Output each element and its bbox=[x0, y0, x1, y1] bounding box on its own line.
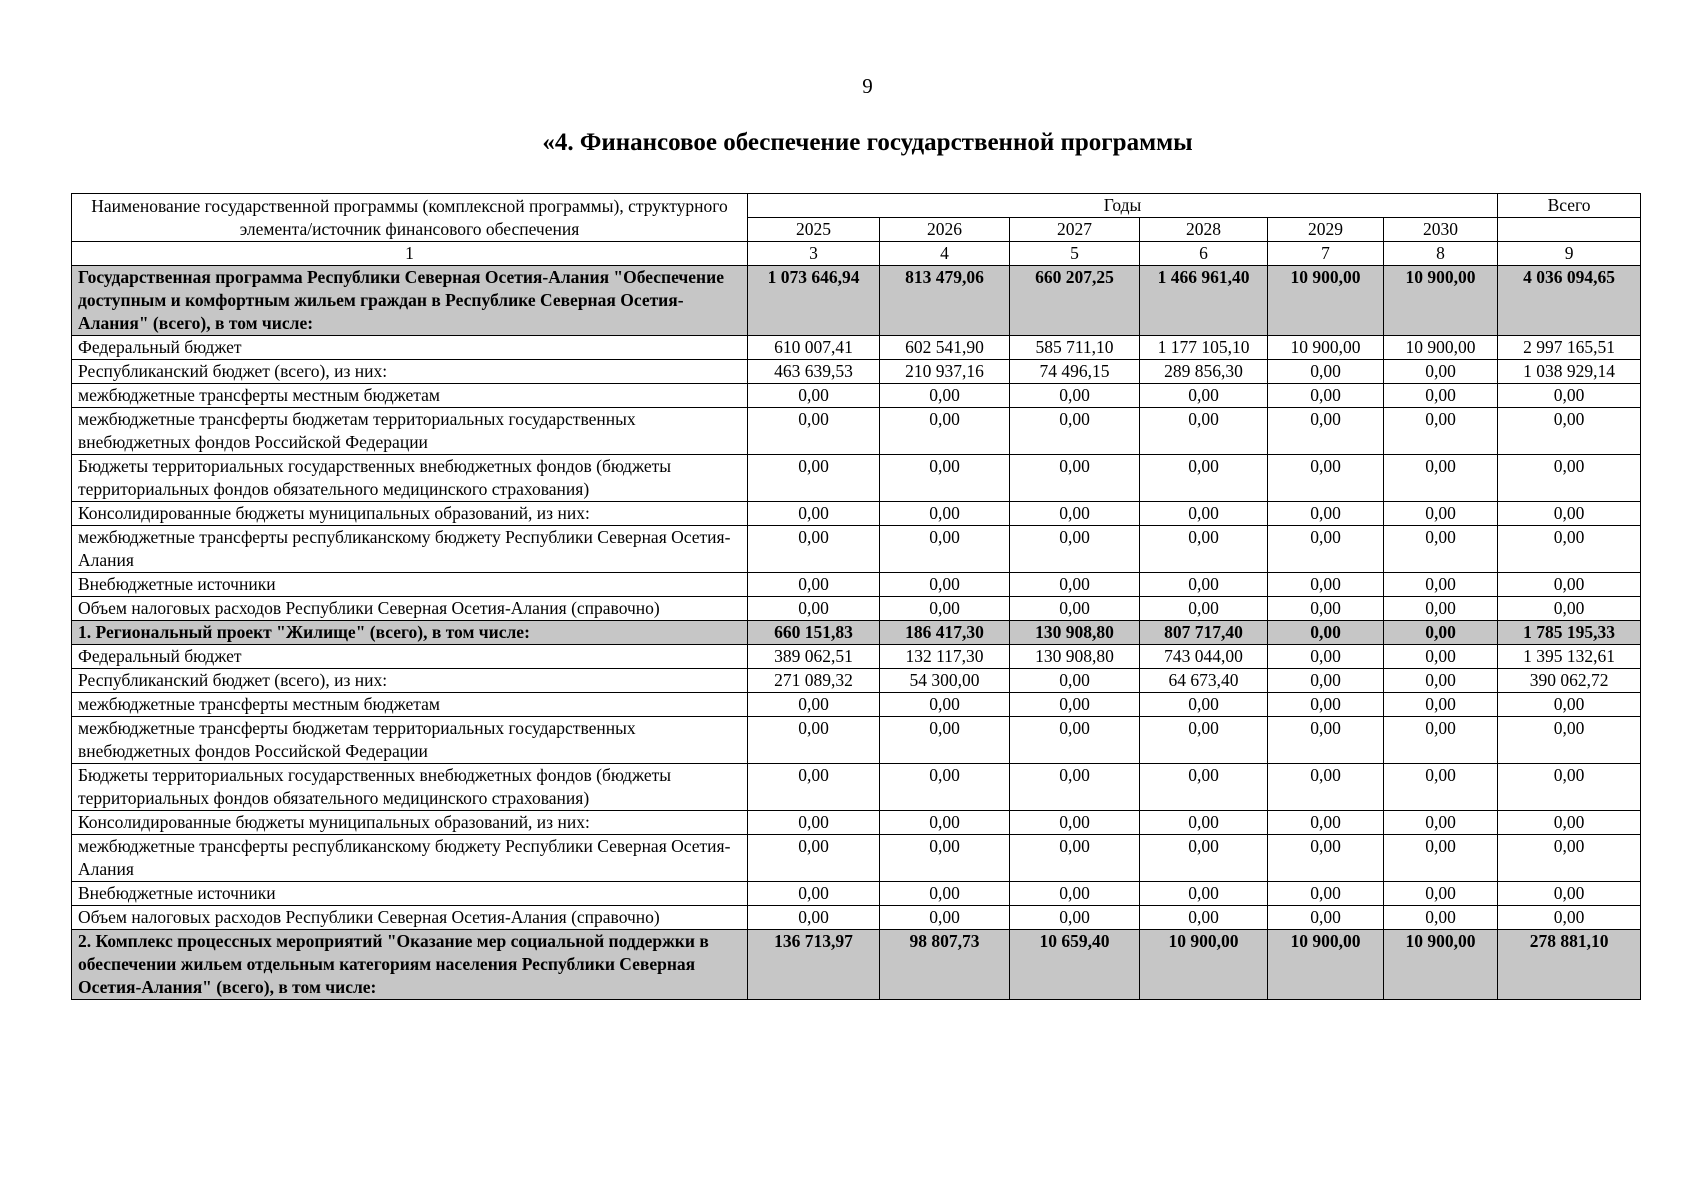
row-value: 0,00 bbox=[1498, 384, 1641, 408]
row-value: 0,00 bbox=[748, 811, 880, 835]
header-year: 2025 bbox=[748, 218, 880, 242]
row-value: 0,00 bbox=[1010, 669, 1140, 693]
row-value: 0,00 bbox=[1384, 408, 1498, 455]
row-value: 0,00 bbox=[1010, 573, 1140, 597]
row-value: 0,00 bbox=[1010, 882, 1140, 906]
row-value: 0,00 bbox=[1268, 693, 1384, 717]
column-index: 7 bbox=[1268, 242, 1384, 266]
row-value: 4 036 094,65 bbox=[1498, 266, 1641, 336]
row-value: 0,00 bbox=[1384, 764, 1498, 811]
table-row bbox=[72, 906, 1641, 930]
row-name: межбюджетные трансферты бюджетам территориальных государственных внебюджетных фондов Российской Федерации bbox=[72, 408, 748, 455]
row-value: 0,00 bbox=[748, 906, 880, 930]
row-value: 0,00 bbox=[1384, 384, 1498, 408]
row-name: Консолидированные бюджеты муниципальных образований, из них: bbox=[72, 811, 748, 835]
row-value: 130 908,80 bbox=[1010, 645, 1140, 669]
row-value: 0,00 bbox=[1498, 502, 1641, 526]
row-value: 0,00 bbox=[1268, 360, 1384, 384]
row-value: 0,00 bbox=[1010, 455, 1140, 502]
row-value: 0,00 bbox=[1498, 408, 1641, 455]
row-value: 0,00 bbox=[1498, 882, 1641, 906]
row-value: 1 073 646,94 bbox=[748, 266, 880, 336]
row-value: 0,00 bbox=[1498, 764, 1641, 811]
header-year: 2027 bbox=[1010, 218, 1140, 242]
row-value: 0,00 bbox=[1498, 717, 1641, 764]
row-value: 0,00 bbox=[1140, 408, 1268, 455]
row-value: 10 900,00 bbox=[1384, 336, 1498, 360]
page-number: 9 bbox=[862, 74, 873, 98]
row-value: 0,00 bbox=[1268, 408, 1384, 455]
row-value: 390 062,72 bbox=[1498, 669, 1641, 693]
table-row bbox=[72, 336, 1641, 360]
row-value: 0,00 bbox=[1010, 384, 1140, 408]
row-value: 0,00 bbox=[1268, 764, 1384, 811]
row-value: 0,00 bbox=[1384, 835, 1498, 882]
row-value: 0,00 bbox=[1498, 835, 1641, 882]
row-name: Федеральный бюджет bbox=[72, 336, 748, 360]
row-value: 0,00 bbox=[1268, 597, 1384, 621]
row-value: 0,00 bbox=[1384, 573, 1498, 597]
row-value: 271 089,32 bbox=[748, 669, 880, 693]
row-value: 130 908,80 bbox=[1010, 621, 1140, 645]
row-value: 0,00 bbox=[748, 764, 880, 811]
section-title: «4. Финансовое обеспечение государственной программы bbox=[542, 129, 1193, 156]
column-index: 8 bbox=[1384, 242, 1498, 266]
row-value: 0,00 bbox=[880, 408, 1010, 455]
table-row bbox=[72, 526, 1641, 573]
row-value: 0,00 bbox=[1140, 764, 1268, 811]
row-value: 0,00 bbox=[1384, 621, 1498, 645]
row-name: межбюджетные трансферты республиканскому бюджету Республики Северная Осетия-Алания bbox=[72, 835, 748, 882]
row-value: 0,00 bbox=[880, 811, 1010, 835]
row-value: 0,00 bbox=[1384, 502, 1498, 526]
row-name: межбюджетные трансферты бюджетам территориальных государственных внебюджетных фондов Российской Федерации bbox=[72, 717, 748, 764]
header-year: 2028 bbox=[1140, 218, 1268, 242]
row-value: 0,00 bbox=[1268, 526, 1384, 573]
row-value: 1 466 961,40 bbox=[1140, 266, 1268, 336]
row-value: 0,00 bbox=[1140, 573, 1268, 597]
row-value: 0,00 bbox=[1384, 882, 1498, 906]
table-row bbox=[72, 408, 1641, 455]
row-value: 0,00 bbox=[1498, 597, 1641, 621]
row-value: 0,00 bbox=[1268, 882, 1384, 906]
row-name: Внебюджетные источники bbox=[72, 882, 748, 906]
column-index: 4 bbox=[880, 242, 1010, 266]
row-value: 0,00 bbox=[1384, 597, 1498, 621]
row-value: 0,00 bbox=[1268, 384, 1384, 408]
row-value: 0,00 bbox=[1498, 693, 1641, 717]
column-index: 3 bbox=[748, 242, 880, 266]
row-value: 0,00 bbox=[1010, 811, 1140, 835]
row-value: 0,00 bbox=[1010, 526, 1140, 573]
row-value: 0,00 bbox=[1010, 835, 1140, 882]
row-value: 2 997 165,51 bbox=[1498, 336, 1641, 360]
header-years: Годы bbox=[748, 194, 1498, 218]
row-value: 0,00 bbox=[1140, 717, 1268, 764]
table-row bbox=[72, 811, 1641, 835]
row-name: Бюджеты территориальных государственных внебюджетных фондов (бюджеты территориальных фондов обязательного медицинского страхования) bbox=[72, 764, 748, 811]
row-value: 0,00 bbox=[1268, 669, 1384, 693]
row-value: 602 541,90 bbox=[880, 336, 1010, 360]
row-value: 0,00 bbox=[880, 717, 1010, 764]
row-value: 0,00 bbox=[1140, 811, 1268, 835]
row-value: 0,00 bbox=[1498, 526, 1641, 573]
row-value: 610 007,41 bbox=[748, 336, 880, 360]
table-row bbox=[72, 266, 1641, 336]
row-value: 1 038 929,14 bbox=[1498, 360, 1641, 384]
row-name: межбюджетные трансферты местным бюджетам bbox=[72, 384, 748, 408]
header-year: 2026 bbox=[880, 218, 1010, 242]
row-name: Внебюджетные источники bbox=[72, 573, 748, 597]
row-name: Федеральный бюджет bbox=[72, 645, 748, 669]
header-total: Всего bbox=[1498, 194, 1641, 218]
row-value: 0,00 bbox=[880, 526, 1010, 573]
row-value: 1 395 132,61 bbox=[1498, 645, 1641, 669]
row-value: 10 659,40 bbox=[1010, 930, 1140, 1000]
row-value: 0,00 bbox=[748, 693, 880, 717]
row-value: 389 062,51 bbox=[748, 645, 880, 669]
row-value: 0,00 bbox=[1140, 835, 1268, 882]
row-value: 660 151,83 bbox=[748, 621, 880, 645]
table-row bbox=[72, 621, 1641, 645]
row-value: 0,00 bbox=[1140, 384, 1268, 408]
table-body bbox=[72, 266, 1641, 1000]
row-value: 0,00 bbox=[1498, 455, 1641, 502]
row-value: 0,00 bbox=[880, 693, 1010, 717]
row-value: 0,00 bbox=[880, 764, 1010, 811]
row-value: 0,00 bbox=[880, 573, 1010, 597]
row-value: 0,00 bbox=[1384, 669, 1498, 693]
row-value: 132 117,30 bbox=[880, 645, 1010, 669]
row-name: 2. Комплекс процессных мероприятий "Оказание мер социальной поддержки в обеспечении жильем отдельным категориям населения Республики Северная Осетия-Алания" (всего), в том числе: bbox=[72, 930, 748, 1000]
table-row bbox=[72, 502, 1641, 526]
header-name: Наименование государственной программы (комплексной программы), структурного элемента/источник финансового обеспечения bbox=[72, 194, 748, 242]
row-value: 0,00 bbox=[748, 384, 880, 408]
row-value: 0,00 bbox=[1010, 408, 1140, 455]
row-value: 10 900,00 bbox=[1384, 266, 1498, 336]
row-value: 0,00 bbox=[1010, 764, 1140, 811]
row-value: 10 900,00 bbox=[1384, 930, 1498, 1000]
row-value: 0,00 bbox=[880, 597, 1010, 621]
row-value: 0,00 bbox=[880, 835, 1010, 882]
row-value: 0,00 bbox=[1498, 906, 1641, 930]
table-row bbox=[72, 882, 1641, 906]
row-value: 0,00 bbox=[748, 717, 880, 764]
row-value: 0,00 bbox=[1140, 502, 1268, 526]
row-name: Консолидированные бюджеты муниципальных образований, из них: bbox=[72, 502, 748, 526]
row-value: 660 207,25 bbox=[1010, 266, 1140, 336]
row-value: 0,00 bbox=[1140, 882, 1268, 906]
row-value: 0,00 bbox=[1268, 645, 1384, 669]
column-index: 9 bbox=[1498, 242, 1641, 266]
column-index: 6 bbox=[1140, 242, 1268, 266]
row-value: 1 177 105,10 bbox=[1140, 336, 1268, 360]
row-value: 0,00 bbox=[1010, 597, 1140, 621]
row-value: 1 785 195,33 bbox=[1498, 621, 1641, 645]
row-value: 0,00 bbox=[748, 526, 880, 573]
row-value: 0,00 bbox=[1140, 597, 1268, 621]
row-value: 0,00 bbox=[1268, 717, 1384, 764]
row-value: 0,00 bbox=[1140, 455, 1268, 502]
table-row bbox=[72, 764, 1641, 811]
row-value: 289 856,30 bbox=[1140, 360, 1268, 384]
row-value: 0,00 bbox=[748, 597, 880, 621]
table-row bbox=[72, 573, 1641, 597]
table-row bbox=[72, 384, 1641, 408]
row-value: 0,00 bbox=[1268, 502, 1384, 526]
column-index: 1 bbox=[72, 242, 748, 266]
row-value: 98 807,73 bbox=[880, 930, 1010, 1000]
table-row bbox=[72, 360, 1641, 384]
row-value: 278 881,10 bbox=[1498, 930, 1641, 1000]
row-value: 0,00 bbox=[880, 502, 1010, 526]
row-value: 0,00 bbox=[748, 573, 880, 597]
table-row bbox=[72, 835, 1641, 882]
row-value: 0,00 bbox=[1384, 455, 1498, 502]
row-value: 0,00 bbox=[748, 408, 880, 455]
row-value: 0,00 bbox=[1010, 717, 1140, 764]
row-value: 0,00 bbox=[1384, 811, 1498, 835]
row-value: 0,00 bbox=[1268, 573, 1384, 597]
row-value: 0,00 bbox=[1384, 693, 1498, 717]
row-value: 64 673,40 bbox=[1140, 669, 1268, 693]
row-value: 10 900,00 bbox=[1268, 266, 1384, 336]
row-value: 807 717,40 bbox=[1140, 621, 1268, 645]
row-value: 0,00 bbox=[1498, 573, 1641, 597]
header-row-1 bbox=[72, 194, 1641, 218]
row-value: 0,00 bbox=[1384, 360, 1498, 384]
row-value: 10 900,00 bbox=[1140, 930, 1268, 1000]
table-row bbox=[72, 669, 1641, 693]
row-value: 0,00 bbox=[1140, 906, 1268, 930]
row-name: Республиканский бюджет (всего), из них: bbox=[72, 360, 748, 384]
table-row bbox=[72, 930, 1641, 1000]
row-value: 0,00 bbox=[748, 882, 880, 906]
row-value: 0,00 bbox=[1384, 645, 1498, 669]
table-row bbox=[72, 693, 1641, 717]
row-value: 0,00 bbox=[748, 835, 880, 882]
header-year: 2030 bbox=[1384, 218, 1498, 242]
header-total-blank bbox=[1498, 218, 1641, 242]
row-value: 0,00 bbox=[1268, 835, 1384, 882]
row-name: межбюджетные трансферты республиканскому бюджету Республики Северная Осетия-Алания bbox=[72, 526, 748, 573]
row-value: 0,00 bbox=[1140, 526, 1268, 573]
row-value: 743 044,00 bbox=[1140, 645, 1268, 669]
row-value: 0,00 bbox=[1384, 526, 1498, 573]
row-value: 813 479,06 bbox=[880, 266, 1010, 336]
row-value: 0,00 bbox=[1268, 811, 1384, 835]
row-value: 0,00 bbox=[1498, 811, 1641, 835]
row-name: Объем налоговых расходов Республики Северная Осетия-Алания (справочно) bbox=[72, 906, 748, 930]
table-row bbox=[72, 645, 1641, 669]
row-value: 54 300,00 bbox=[880, 669, 1010, 693]
row-value: 74 496,15 bbox=[1010, 360, 1140, 384]
row-name: межбюджетные трансферты местным бюджетам bbox=[72, 693, 748, 717]
row-value: 0,00 bbox=[1268, 906, 1384, 930]
row-value: 0,00 bbox=[1010, 502, 1140, 526]
column-index-row bbox=[72, 242, 1641, 266]
row-value: 0,00 bbox=[880, 384, 1010, 408]
row-value: 10 900,00 bbox=[1268, 336, 1384, 360]
row-value: 186 417,30 bbox=[880, 621, 1010, 645]
row-name: Бюджеты территориальных государственных внебюджетных фондов (бюджеты территориальных фондов обязательного медицинского страхования) bbox=[72, 455, 748, 502]
row-value: 0,00 bbox=[1140, 693, 1268, 717]
column-index: 5 bbox=[1010, 242, 1140, 266]
row-value: 136 713,97 bbox=[748, 930, 880, 1000]
row-name: Государственная программа Республики Северная Осетия-Алания "Обеспечение доступным и комфортным жильем граждан в Республике Северная Осетия-Алания" (всего), в том числе: bbox=[72, 266, 748, 336]
row-value: 463 639,53 bbox=[748, 360, 880, 384]
row-name: Объем налоговых расходов Республики Северная Осетия-Алания (справочно) bbox=[72, 597, 748, 621]
row-name: 1. Региональный проект "Жилище" (всего), в том числе: bbox=[72, 621, 748, 645]
row-value: 0,00 bbox=[880, 455, 1010, 502]
table-row bbox=[72, 455, 1641, 502]
row-value: 0,00 bbox=[1010, 693, 1140, 717]
row-value: 0,00 bbox=[1010, 906, 1140, 930]
row-value: 0,00 bbox=[1268, 621, 1384, 645]
table-row bbox=[72, 597, 1641, 621]
row-value: 0,00 bbox=[880, 882, 1010, 906]
row-value: 0,00 bbox=[748, 502, 880, 526]
table-row bbox=[72, 717, 1641, 764]
row-name: Республиканский бюджет (всего), из них: bbox=[72, 669, 748, 693]
row-value: 210 937,16 bbox=[880, 360, 1010, 384]
row-value: 0,00 bbox=[880, 906, 1010, 930]
row-value: 0,00 bbox=[1384, 906, 1498, 930]
row-value: 0,00 bbox=[1268, 455, 1384, 502]
financing-table bbox=[71, 193, 1641, 1000]
row-value: 585 711,10 bbox=[1010, 336, 1140, 360]
row-value: 10 900,00 bbox=[1268, 930, 1384, 1000]
header-year: 2029 bbox=[1268, 218, 1384, 242]
row-value: 0,00 bbox=[748, 455, 880, 502]
row-value: 0,00 bbox=[1384, 717, 1498, 764]
